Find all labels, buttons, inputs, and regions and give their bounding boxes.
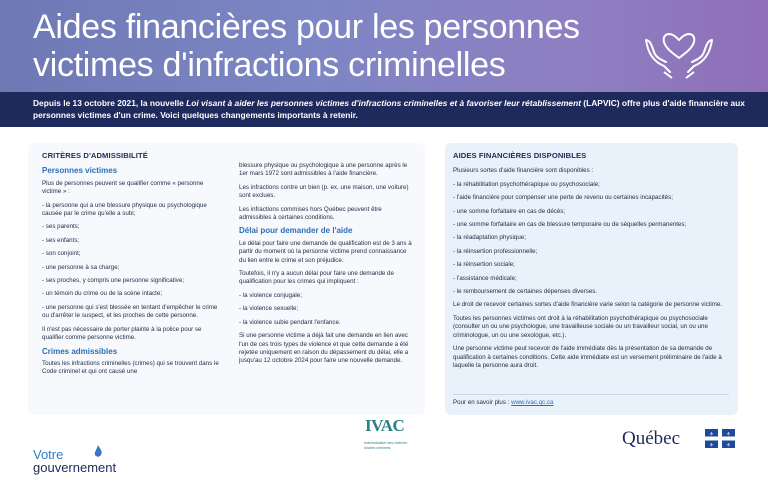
eligibility-heading: CRITÈRES D'ADMISSIBILITÉ [42,151,148,160]
crimes-text: Toutes les infractions criminelles (crimes) qui se trouvent dans le Code criminel et qui ont causé une [42,359,219,376]
list-item: - son conjoint; [42,250,81,258]
ivac-website-link[interactable]: www.ivac.qc.ca [511,399,554,406]
header-banner [0,0,768,92]
delay-text-1: Le délai pour faire une demande de qualification est de 3 ans à partir du moment où la personne victime prend connaissance du lien entre le crime et son préjudice. [239,239,412,264]
title-line-1: Aides financières pour les personnes [33,8,580,46]
quebec-wordmark: Québec [622,428,681,449]
list-item: - l'aide financière pour compenser une perte de revenu ou certaines incapacités; [453,194,673,202]
victims-list [42,202,220,321]
list-item: - une somme forfaitaire en cas de décès; [453,207,566,215]
gouvernement-text: gouvernement [33,460,117,475]
caring-hands-heart-icon [640,10,718,80]
list-item: - la violence subie pendant l'enfance. [239,318,341,326]
list-item: - la personne qui a une blessure physique ou psychologique causée par le crime qu'elle a subi; [42,201,207,218]
ivac-subtitle: Indemnisation des victimes d'actes criminels [364,441,408,450]
aid-intro: Plusieurs sortes d'aide financière sont disponibles : [453,167,594,175]
intro-text-1: Depuis le 13 octobre 2021, la nouvelle [33,98,187,108]
list-item: - la réadaptation physique; [453,234,526,242]
list-item: - un témoin du crime ou de la scène intacte; [42,290,163,298]
ivac-logo: IVAC [365,416,405,435]
list-item: - ses proches, y compris une personne significative; [42,277,185,285]
svg-text:⚜: ⚜ [726,442,731,448]
svg-text:⚜: ⚜ [726,431,731,438]
eligibility-column-2 [239,162,414,371]
aid-paragraph-3: Une personne victime peut recevoir de l'aide immédiate dès la présentation de sa demande de qualification à certaines conditions. Cette aide immédiate est un versement préliminaire de l'aide à laquelle la personne aura droit. [453,345,722,369]
intro-strip [0,92,768,127]
victims-intro: Plus de personnes peuvent se qualifier comme « personne victime » : [42,179,204,196]
list-item: - la réhabilitation psychothérapique ou psychosociale; [453,180,600,188]
quebec-flag-icon [705,429,735,448]
page-title [33,8,633,84]
list-item: - la violence conjugale; [239,291,302,299]
delay-text-2: Toutefois, il n'y a aucun délai pour faire une demande de qualification pour les crimes qui impliquent : [239,270,394,286]
intro-law-name: Loi visant à aider les personnes victimes d'infractions criminelles et à favoriser leur rétablissement [186,98,581,108]
intro-text-2: (LAPVIC) offre plus d'aide financière aux personnes victimes d'un crime. Voici quelques changements importants à retenir. [33,98,745,120]
victims-subheading: Personnes victimes [42,166,118,176]
delay-subheading: Délai pour demander de l'aide [239,226,353,236]
crimes-continued: blessure physique ou psychologique à une personne après le 1er mars 1972 sont admissibles à l'aide financière. [239,162,408,178]
list-item: - une personne qui s'est blessée en tentant d'empêcher le crime ou d'arrêter le suspect, et les proches de cette personne. [42,303,218,320]
financial-aid-heading: AIDES FINANCIÈRES DISPONIBLES [453,151,587,160]
police-note: Il n'est pas nécessaire de porter plainte à la police pour se qualifier comme personne victime. [42,325,202,342]
property-exclusion: Les infractions contre un bien (p. ex. une maison, une voiture) sont exclues. [239,183,409,200]
svg-text:⚜: ⚜ [709,442,714,448]
svg-text:⚜: ⚜ [709,431,714,438]
list-item: - ses parents; [42,223,80,231]
aid-paragraph-2: Toutes les personnes victimes ont droit à la réhabilitation psychothérapique ou psychosociale (consulter un ou une psychologue, une travailleuse sociale ou un travailleur social, un ou une criminologue, un ou une sexologue, etc.). [453,314,708,339]
votre-gouvernement-logo [33,448,143,480]
aid-paragraph-1: Le droit de recevoir certaines sortes d'aide financière varie selon la catégorie de personne victime. [453,301,723,309]
votre-text: Votre [33,447,64,462]
list-item: - une personne à sa charge; [42,263,120,271]
financial-aid-column [453,152,731,375]
list-item: - la réinsertion sociale; [453,261,515,269]
learn-more [453,399,731,407]
delay-list [239,292,414,327]
list-item: - une somme forfaitaire en cas de blessure temporaire ou de séquelles permanentes; [453,221,687,229]
aid-list [453,181,731,297]
title-line-2: victimes d'infractions criminelles [33,46,506,84]
delay-text-3: Si une personne victime a déjà fait une demande en lien avec l'un de ces trois types de violence et que cette demande a été rejetée uniquement en raison du dépassement du délai, elle a jusqu'au 12 octobre 2024 pour faire une nouvelle demande. [239,332,409,365]
list-item: - le remboursement de certaines dépenses diverses. [453,288,598,296]
list-item: - ses enfants; [42,236,80,244]
outside-quebec-note: Les infractions commises hors Québec peuvent être admissibles à certaines conditions. [239,205,382,222]
list-item: - la réinsertion professionnelle; [453,247,538,255]
eligibility-column-1 [42,152,220,382]
learn-more-label: Pour en savoir plus : [453,399,512,406]
list-item: - l'assistance médicale; [453,274,517,282]
flame-icon [91,444,105,460]
list-item: - la violence sexuelle; [239,305,299,313]
crimes-subheading: Crimes admissibles [42,346,118,356]
divider [453,394,729,395]
